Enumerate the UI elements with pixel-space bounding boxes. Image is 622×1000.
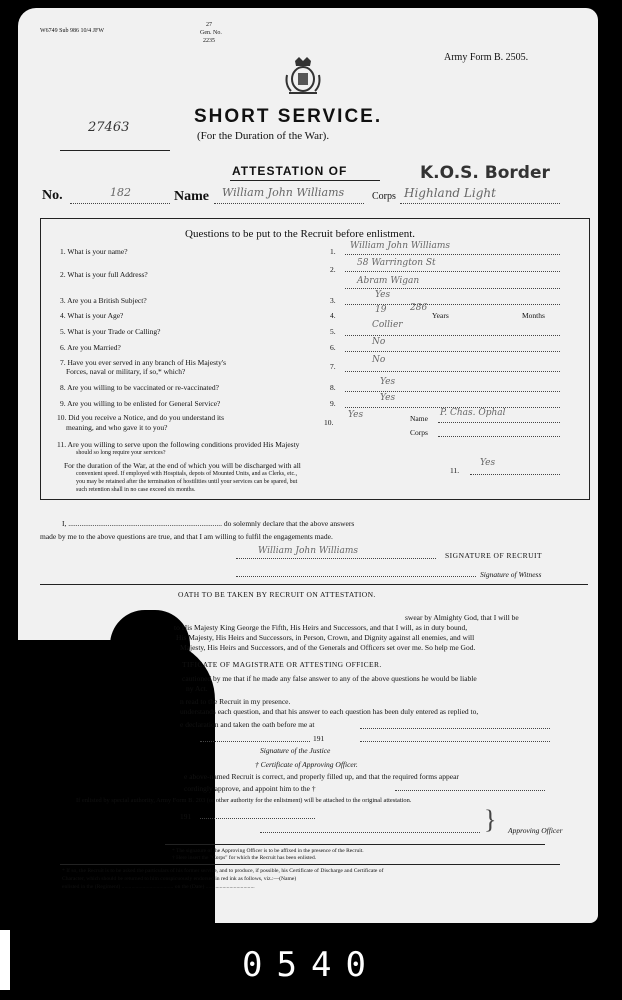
question-11: 11. Are you willing to serve upon the following conditions provided His Majesty [57,440,300,449]
answer-line [345,371,560,372]
rule [60,864,560,865]
signature-recruit-value: William John Williams [258,546,358,556]
answer-4: 19 [375,305,387,315]
question-10-line2: meaning, and who gave it to you? [66,423,168,432]
oath-line-1: swear by Almighty God, that I will be [405,613,519,622]
certificate-line-3: n read to the Recruit in my presence. [180,697,291,706]
no-value: 182 [110,186,131,199]
justice-line [360,741,550,742]
date-line [200,741,310,742]
no-line [70,203,170,204]
certificate-line-5: e declaration and taken the oath before me at [180,720,315,729]
answer-line [438,436,560,437]
approving-officer-label: Approving Officer [508,826,563,835]
approving-signature-line [260,832,480,833]
regiment-stamp: K.O.S. Border [420,163,550,183]
certificate-line-1: cautioned by me that if he made any false answer to any of the above questions he would be liable [182,674,477,683]
approving-heading: † Certificate of Approving Officer. [255,760,358,769]
oath-line-4: Majesty, His Heirs and Successors, and of the Generals and Officers set over me. So help me God. [180,643,476,652]
question-8: 8. Are you willing to be vaccinated or re-vaccinated? [60,383,219,392]
months-label: Months [522,311,545,320]
question-10: 10. Did you receive a Notice, and do you understand its [57,413,225,422]
answer-7: No [372,355,386,365]
condition-line-4: such retention shall in no case exceed six months. [76,487,196,493]
place-line [360,728,550,729]
footnote-1: * The signature of the Approving Officer is to be affixed in the presence of the Recruit. [172,848,364,854]
questions-heading: Questions to be put to the Recruit before enlistment. [185,228,416,240]
certificate-line-4: understands each question, and that his answer to each question has been duly entered as replied to, [180,707,479,716]
question-3: 3. Are you a British Subject? [60,296,147,305]
footnote-4: Character, which should be returned to him conspicuously endorsed in red ink as follows, viz.:—(Name) [62,876,297,882]
handwritten-number: 27463 [88,120,130,135]
answer-1: William John Williams [350,241,450,251]
certificate-heading: TIFICATE OF MAGISTRATE OR ATTESTING OFFICER. [182,660,382,669]
royal-crest-icon [283,55,323,97]
answer-number-1: 1. [330,247,336,256]
footnote-3: * If so, the Recruit is to be asked the particulars of his former service, and to produce, if possible, his Certificate of Discharge and Certificate of [62,868,384,874]
name-label: Name [174,189,209,204]
reel-number: 0540 [242,945,380,985]
no-label: No. [42,188,63,203]
oath-line-3: His Majesty, His Heirs and Successors, in Person, Crown, and Dignity against all enemies, and will [176,633,475,642]
answer-number-8: 8. [330,383,336,392]
question-7-line2: Forces, naval or military, if so,* which? [66,367,186,376]
answer-6: No [372,337,386,347]
question-1: 1. What is your name? [60,247,128,256]
form-name: Army Form B. 2505. [444,52,529,63]
approving-year: 191 [180,812,192,821]
attestation-label: ATTESTATION OF [232,164,348,178]
answer-number-9: 9. [330,399,336,408]
corps-label: Corps [372,191,396,202]
certificate-year: 191 [313,734,325,743]
answer-number-6: 6. [330,343,336,352]
question-7: 7. Have you ever served in any branch of His Majesty's [60,358,227,367]
answer-number-2: 2. [330,265,336,274]
signature-line [236,558,436,559]
answer-line [438,422,560,423]
oath-line-2: to His Majesty King George the Fifth, His Heirs and Successors, and that I will, as in duty bound, [174,623,468,632]
condition-line-2: convenient speed. If employed with Hospitals, depots of Mounted Units, and as Clerks, etc., [76,471,298,477]
oath-heading: OATH TO BE TAKEN BY RECRUIT ON ATTESTATION. [178,590,376,599]
q10-corps-label: Corps [410,428,428,437]
question-5: 5. What is your Trade or Calling? [60,327,161,336]
footnote-2: † Here insert the "Corps" for which the Recruit has been enlisted. [172,855,317,861]
answer-line [345,288,560,289]
form-subtitle: (For the Duration of the War). [197,130,330,142]
answer-2: 58 Warrington St [357,258,436,268]
condition-line-1: For the duration of the War, at the end of which you will be discharged with all [64,461,301,470]
answer-number-7: 7. [330,362,336,371]
answer-line [345,351,560,352]
answer-5: Collier [372,320,403,330]
footnote-5: enlisted in the (Regiment) ..................................... on the (Date) ................................... [62,884,255,890]
declaration-line-2: made by me to the above questions are true, and that I am willing to fulfil the engagements made. [40,532,333,541]
question-2: 2. What is your full Address? [60,270,148,279]
question-6: 6. Are you Married? [60,343,121,352]
signature-justice-label: Signature of the Justice [260,746,331,755]
gen-no-sub: Gen. No. [200,30,222,36]
place-line [200,818,315,819]
brace-icon: } [484,805,497,834]
answer-number-11: 11. [450,466,460,475]
answer-line [470,474,560,475]
answer-11: Yes [480,458,496,468]
approving-line-1: e above-named Recruit is correct, and properly filled up, and that the required forms appear [184,772,459,781]
approving-line-3: If enlisted by special authority, Army Form B. 203 (or other authority for the enlistment) will be attached to the original attestation. [76,797,412,804]
q10-name-label: Name [410,414,428,423]
answer-8: Yes [380,377,396,387]
answer-line [345,391,560,392]
appoint-line [395,790,545,791]
gen-no-value: 2235 [203,38,215,44]
q10-name-value: P. Chas. Ophal [440,408,506,418]
question-9: 9. Are you willing to be enlisted for General Service? [60,399,221,408]
name-value: William John Williams [222,186,345,199]
approving-line-2: cordingly approve, and appoint him to the † [184,784,316,793]
answer-10: Yes [348,410,364,420]
form-title: SHORT SERVICE. [194,106,383,127]
answer-line [345,254,560,255]
declaration-line-1: I, .................................................................................. do solemnly declare that the above answers [62,519,355,528]
rule [165,844,545,845]
answer-number-5: 5. [330,327,336,336]
answer-4-years-value: 286 [410,303,428,313]
rule [230,180,380,181]
answer-line [345,335,560,336]
rule [40,584,588,585]
torn-edge [110,610,190,680]
years-label: Years [432,311,449,320]
answer-number-4: 4. [330,311,336,320]
answer-line [345,271,560,272]
rule [60,150,170,151]
condition-line-3: you may be retained after the termination of hostilities until your services can be spared, but [76,479,298,485]
corps-value: Highland Light [404,186,496,200]
question-11-line2: should so long require your services? [76,450,166,456]
answer-number-10: 10. [324,418,334,427]
answer-3: Yes [375,290,391,300]
name-line [214,203,364,204]
witness-line [236,576,476,577]
gen-no-label: 27 [206,22,212,28]
question-4: 4. What is your Age? [60,311,124,320]
answer-2-line2: Abram Wigan [357,276,420,286]
signature-witness-label: Signature of Witness [480,570,542,579]
corps-line [400,203,560,204]
signature-recruit-label: SIGNATURE OF RECRUIT [445,551,543,560]
answer-9: Yes [380,393,396,403]
answer-number-3: 3. [330,296,336,305]
ref-code: W6749 Sub 986 10/4 JFW [40,28,105,34]
certificate-line-2: ny Act. [186,684,208,693]
